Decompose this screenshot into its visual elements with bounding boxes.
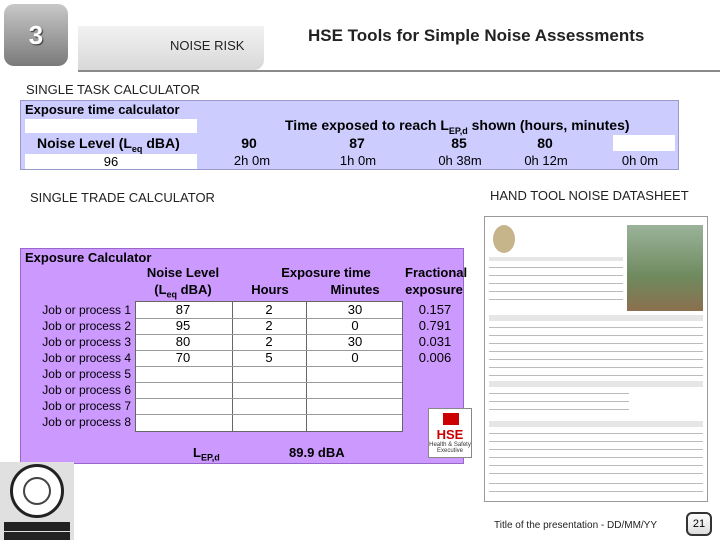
sheet-line (489, 449, 703, 450)
sheet-line (489, 375, 703, 376)
company-badge-icon (493, 225, 515, 253)
job-label-6: Job or process 6 (42, 383, 131, 397)
minutes-cell-1[interactable]: 30 (347, 302, 363, 317)
etc-empty-cell (613, 135, 675, 151)
sheet-line (489, 409, 629, 410)
hours-cell-3[interactable]: 2 (265, 334, 273, 349)
section-tab-label: NOISE RISK (170, 38, 245, 53)
minutes-cell-2[interactable]: 0 (351, 318, 359, 333)
worker-photo (627, 225, 703, 311)
page-title: HSE Tools for Simple Noise Assessments (308, 26, 645, 45)
bv-wordmark-bottom (4, 532, 70, 540)
job-label-2: Job or process 2 (42, 319, 131, 333)
etc-noise-level-label: Noise Level ($L_{eq}$ dBA) (37, 135, 180, 154)
col-noise-level: Noise Level (146, 265, 220, 280)
sheet-line (489, 283, 623, 284)
bv-seal-icon (10, 464, 64, 518)
page-number: 21 (686, 512, 712, 536)
hand-tool-label: HAND TOOL NOISE DATASHEET (490, 188, 689, 203)
target-level-87: 87 (349, 135, 365, 151)
sheet-line (489, 433, 703, 434)
sheet-line (489, 335, 703, 336)
sheet-line (489, 465, 703, 466)
exposure-time-calculator (20, 100, 679, 170)
target-level-90: 90 (241, 135, 257, 151)
result-87: 1h 0m (339, 153, 377, 168)
noise-cell-3[interactable]: 80 (175, 334, 191, 349)
grid-row-divider (136, 382, 402, 383)
noise-cell-4[interactable]: 70 (175, 350, 191, 365)
fraction-2: 0.791 (418, 318, 452, 333)
footer-presentation-title: Title of the presentation - DD/MM/YY (494, 520, 658, 531)
sheet-line (489, 473, 703, 474)
sheet-line (489, 299, 623, 300)
result-80: 0h 12m (524, 153, 568, 168)
sheet-line (489, 491, 703, 492)
sheet-header-row (489, 421, 703, 427)
job-label-3: Job or process 3 (42, 335, 131, 349)
target-level-85: 85 (451, 135, 467, 151)
sheet-line (489, 267, 623, 268)
sheet-header-row (489, 381, 703, 387)
result-extra: 0h 0m (621, 153, 659, 168)
minutes-cell-4[interactable]: 0 (351, 350, 359, 365)
etc-title: Exposure time calculator (25, 102, 180, 117)
bureau-veritas-logo (0, 462, 74, 540)
minutes-cell-3[interactable]: 30 (347, 334, 363, 349)
ec-title: Exposure Calculator (25, 250, 152, 265)
hours-cell-1[interactable]: 2 (265, 302, 273, 317)
col-exposure: exposure (405, 282, 463, 297)
job-label-5: Job or process 5 (42, 367, 131, 381)
hse-logo (428, 408, 472, 458)
sheet-line (489, 359, 703, 360)
sheet-row (489, 257, 623, 261)
etc-label-box (25, 119, 197, 133)
sheet-header-row (489, 315, 703, 321)
sheet-line (489, 291, 623, 292)
noise-level-input[interactable]: 96 (25, 154, 197, 169)
target-level-80: 80 (537, 135, 553, 151)
sheet-line (489, 483, 703, 484)
grid-row-divider (136, 398, 402, 399)
sheet-line (489, 351, 703, 352)
hours-cell-2[interactable]: 2 (265, 318, 273, 333)
col-hours: Hours (251, 282, 289, 297)
col-fractional: Fractional (405, 265, 468, 280)
grid-row-divider (136, 414, 402, 415)
sheet-line (489, 275, 623, 276)
sheet-line (489, 457, 703, 458)
hse-logo-subtext: Health & Safety Executive (429, 442, 471, 454)
bv-inner-ring (23, 477, 51, 505)
fraction-1: 0.157 (418, 302, 452, 317)
etc-subheading: Time exposed to reach $L_{EP,d}$ shown (hours, minutes) (285, 117, 630, 136)
sheet-line (489, 327, 703, 328)
hse-house-icon (443, 413, 459, 425)
sheet-line (489, 367, 703, 368)
result-85: 0h 38m (438, 153, 482, 168)
job-label-8: Job or process 8 (42, 415, 131, 429)
single-task-label: SINGLE TASK CALCULATOR (26, 82, 200, 97)
sheet-line (489, 441, 703, 442)
sheet-line (489, 401, 629, 402)
exposure-calculator (20, 248, 468, 464)
col-minutes: Minutes (330, 282, 380, 297)
result-90: 2h 0m (233, 153, 271, 168)
lep-value: 89.9 dBA (289, 445, 345, 460)
single-trade-label: SINGLE TRADE CALCULATOR (30, 190, 215, 205)
hand-tool-datasheet-thumbnail (484, 216, 708, 502)
job-label-7: Job or process 7 (42, 399, 131, 413)
col-exposure-time: Exposure time (281, 265, 371, 280)
noise-cell-1[interactable]: 87 (175, 302, 191, 317)
noise-cell-2[interactable]: 95 (175, 318, 191, 333)
sheet-line (489, 393, 629, 394)
sheet-line (489, 343, 703, 344)
job-label-1: Job or process 1 (42, 303, 131, 317)
hse-logo-text: HSE (436, 427, 464, 442)
grid-row-divider (136, 366, 402, 367)
job-label-4: Job or process 4 (42, 351, 131, 365)
lep-label: $L_{EP,d}$ (193, 445, 220, 463)
fraction-3: 0.031 (418, 334, 452, 349)
hours-cell-4[interactable]: 5 (265, 350, 273, 365)
bv-wordmark-top (4, 522, 70, 531)
slide-number-badge: 3 (4, 4, 68, 66)
col-noise-level-unit: ($L_{eq}$ dBA) (154, 282, 212, 300)
fraction-4: 0.006 (418, 350, 452, 365)
header-divider (78, 70, 720, 72)
